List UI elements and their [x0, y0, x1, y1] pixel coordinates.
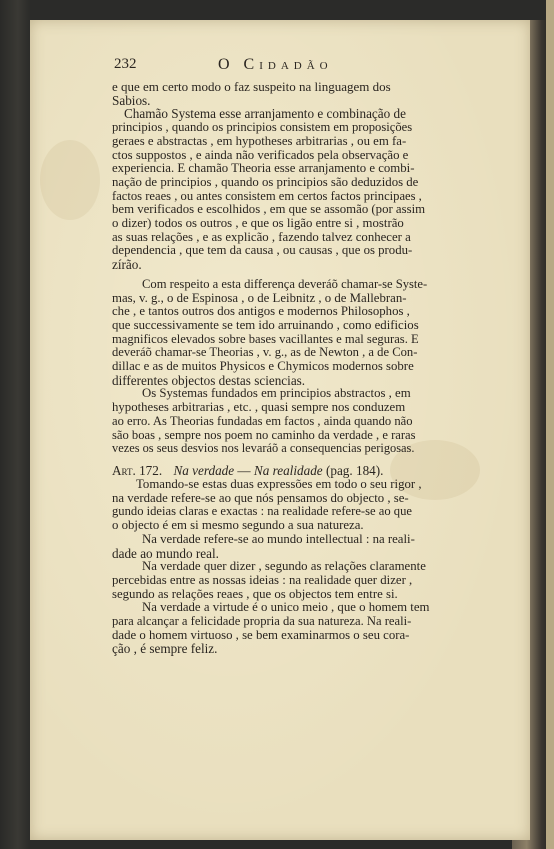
text-line: ao erro. As Theorias fundadas em factos , ainda quando não	[112, 413, 413, 428]
text-line: para alcançar a felicidade propria da sua natureza. Na reali-	[112, 614, 412, 629]
text-line: geraes e abstractas , em hypotheses arbitrarias , ou em fa-	[112, 133, 407, 148]
text-line: percebidas entre as nossas ideias : na realidade quer dizer ,	[112, 572, 413, 587]
text-line: Com respeito a esta differença deveráõ chamar-se Syste-	[142, 276, 428, 291]
text-line: que successivamente se tem ido arruinando , como edificios	[112, 317, 419, 332]
text-line: bem verificados e escolhidos , em que se assomão (por assim	[112, 202, 426, 217]
text-line: zírão.	[112, 257, 142, 273]
paper-stain	[40, 140, 100, 220]
text-line: ctos suppostos , e ainda não verificados pela observação e	[112, 147, 409, 162]
text-line: hypotheses arbitrarias , etc. , quasi sempre nos conduzem	[112, 400, 406, 415]
text-line: dade ao mundo real.	[112, 545, 219, 561]
text-line: vezes os seus desvios nos levaráõ a consequencias perigosas.	[112, 441, 415, 456]
text-line: factos reaes , ou antes consistem em certos factos principaes ,	[112, 188, 422, 203]
text-line: na verdade refere-se ao que nós pensamos do objecto , se-	[112, 490, 409, 505]
text-line: Os Systemas fundados em principios abstractos , em	[142, 386, 411, 401]
text-line: Na verdade a virtude é o unico meio , que o homem tem	[142, 600, 430, 615]
text-line: dependencia , que tem da causa , ou causas , que os produ-	[112, 243, 413, 258]
paragraph-systema-theoria	[112, 107, 474, 271]
text-line: experiencia. E chamão Theoria esse arranjamento e combi-	[112, 161, 415, 176]
page-body	[112, 80, 474, 656]
text-line: Sabios.	[112, 92, 151, 108]
page-header	[114, 56, 474, 80]
paragraph-tomando	[112, 478, 474, 533]
article-term-verdade: Na verdade	[173, 462, 235, 478]
text-line: differentes objectos destas sciencias.	[112, 372, 306, 388]
text-line: ção , é sempre feliz.	[112, 641, 218, 657]
facing-page-edge	[546, 0, 554, 849]
text-line: gundo ideias claras e exactas : na realidade refere-se ao que	[112, 504, 412, 519]
paragraph-virtude	[112, 601, 474, 656]
text-line: são boas , sempre nos poem no caminho da verdade , e raras	[112, 427, 416, 442]
article-dash: —	[237, 462, 251, 478]
article-term-realidade: Na realidade	[253, 462, 323, 478]
text-line: as suas relações , e as explicão , fazendo talvez conhecer a	[112, 229, 411, 244]
text-line: nação de principios , quando os principios são deduzidos de	[112, 174, 419, 189]
text-line: dillac e as de muitos Physicos e Chymicos modernos sobre	[112, 359, 414, 374]
text-line: Na verdade quer dizer , segundo as relações claramente	[142, 559, 426, 574]
text-line: Chamão Systema esse arranjamento e combinação de	[124, 106, 406, 122]
paragraph-relacoes	[112, 560, 474, 601]
text-line: Na verdade refere-se ao mundo intellectual : na reali-	[142, 531, 415, 546]
article-label: Art. 172.	[112, 462, 163, 478]
text-line: o dizer) todos os outros , e que os ligão entre si , mostrão	[112, 216, 404, 231]
text-line: o objecto é em si mesmo segundo a sua natureza.	[112, 518, 364, 533]
text-line: deveráõ chamar-se Theorias , v. g., as de Newton , a de Con-	[112, 345, 418, 360]
page-number: 232	[114, 56, 137, 72]
paragraph-continuation	[112, 80, 474, 107]
text-line: magnificos elevados sobre bases vacillantes e mal seguras. E	[112, 331, 419, 346]
text-line: che , e tantos outros dos antigos e modernos Philosophos ,	[112, 304, 410, 319]
paragraph-systemas	[112, 387, 474, 456]
article-page-ref: (pag. 184).	[325, 462, 384, 478]
paragraph-respeito	[112, 278, 474, 388]
paragraph-mundo	[112, 533, 474, 560]
running-title: O Cidadão	[218, 56, 333, 73]
text-line: Tomando-se estas duas expressões em todo o seu rigor ,	[136, 476, 422, 491]
article-heading	[112, 464, 474, 478]
text-line: e que em certo modo o faz suspeito na linguagem dos	[112, 79, 391, 94]
text-line: segundo as relações reaes , que os objectos tem entre si.	[112, 586, 398, 601]
text-line: mas, v. g., o de Espinosa , o de Leibnitz , o de Mallebran-	[112, 290, 407, 305]
text-line: principios , quando os principios consistem em proposições	[112, 120, 413, 135]
text-line: dade o homem virtuoso , se bem examinarmos o seu cora-	[112, 627, 410, 642]
